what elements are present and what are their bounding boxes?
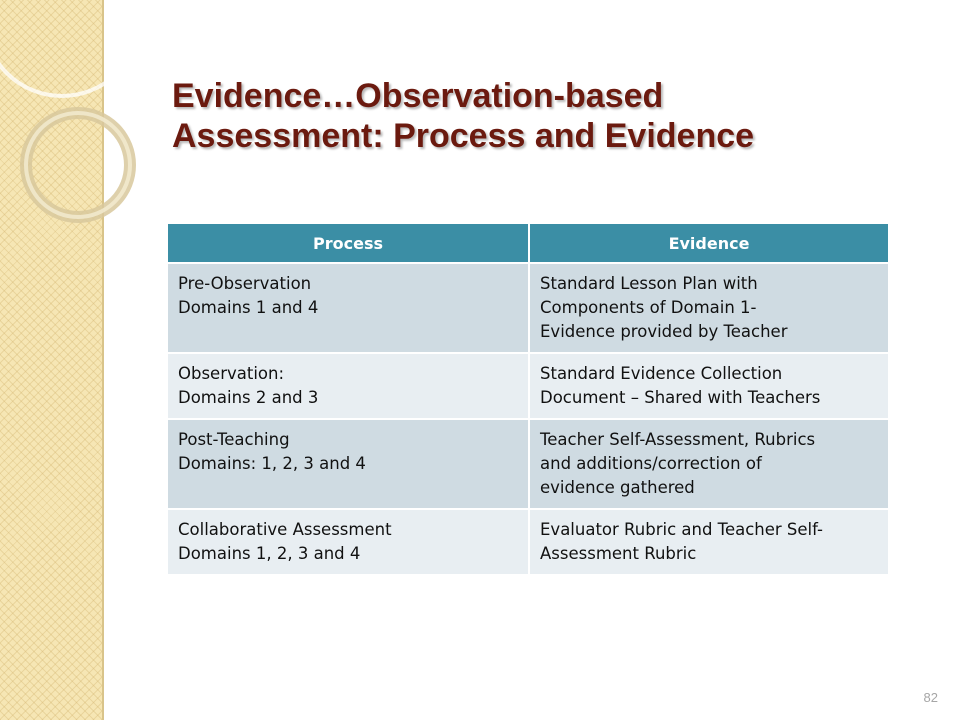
evidence-cell xyxy=(529,419,888,509)
cell-line: Domains 1 and 4 xyxy=(178,298,319,317)
cell-line: Assessment Rubric xyxy=(540,544,697,563)
table-row xyxy=(168,509,888,574)
cell-line: Standard Evidence Collection xyxy=(540,364,783,383)
process-cell xyxy=(168,263,529,353)
table-row xyxy=(168,353,888,419)
cell-line: Pre-Observation xyxy=(178,274,312,293)
cell-line: Domains 1, 2, 3 and 4 xyxy=(178,544,361,563)
process-cell xyxy=(168,353,529,419)
cell-line: Evaluator Rubric and Teacher Self- xyxy=(540,520,823,539)
cell-line: Domains: 1, 2, 3 and 4 xyxy=(178,454,366,473)
cell-line: Collaborative Assessment xyxy=(178,520,392,539)
table-row xyxy=(168,419,888,509)
process-cell xyxy=(168,509,529,574)
slide-title-line-1: Evidence…Observation-based xyxy=(172,77,664,115)
process-cell xyxy=(168,419,529,509)
cell-line: Post-Teaching xyxy=(178,430,290,449)
header-process: Process xyxy=(168,224,529,263)
evidence-cell xyxy=(529,353,888,419)
decorative-side-panel xyxy=(0,0,104,720)
evidence-cell xyxy=(529,509,888,574)
cell-line: and additions/correction of xyxy=(540,454,762,473)
page-number: 82 xyxy=(923,690,938,705)
process-evidence-table xyxy=(168,224,888,574)
evidence-cell xyxy=(529,263,888,353)
slide-title xyxy=(172,76,912,156)
cell-line: Standard Lesson Plan with xyxy=(540,274,758,293)
cell-line: Teacher Self-Assessment, Rubrics xyxy=(540,430,816,449)
cell-line: evidence gathered xyxy=(540,478,695,497)
cell-line: Document – Shared with Teachers xyxy=(540,388,821,407)
table-header-row xyxy=(168,224,888,263)
cell-line: Observation: xyxy=(178,364,285,383)
cell-line: Components of Domain 1- xyxy=(540,298,757,317)
header-evidence: Evidence xyxy=(529,224,888,263)
slide-title-line-2: Assessment: Process and Evidence xyxy=(172,117,755,155)
cell-line: Domains 2 and 3 xyxy=(178,388,319,407)
cell-line: Evidence provided by Teacher xyxy=(540,322,788,341)
table-row xyxy=(168,263,888,353)
